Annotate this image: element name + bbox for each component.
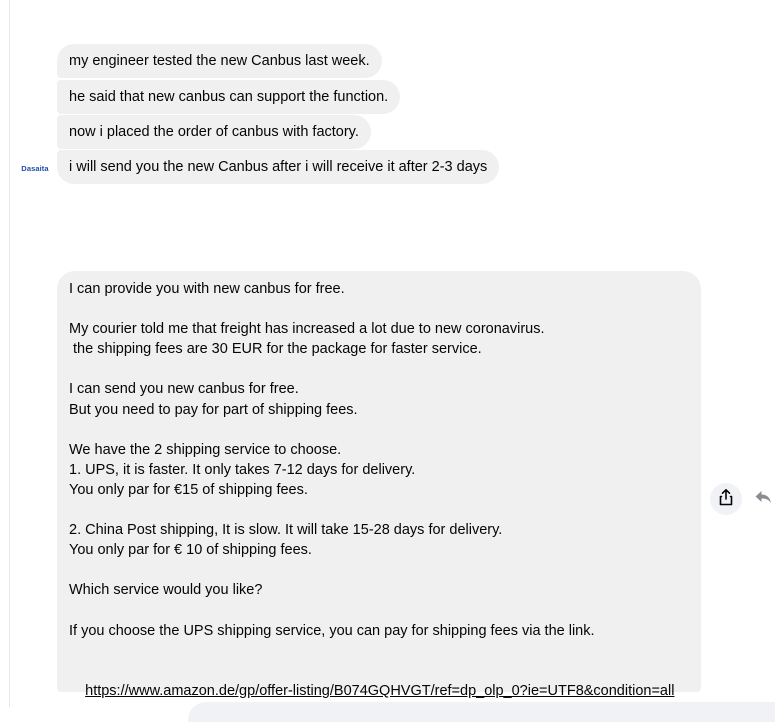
message-bubble[interactable] xyxy=(57,150,499,184)
offer-listing-link[interactable]: https://www.amazon.de/gp/offer-listing/B074GQHVGT/ref=dp_olp_0?ie=UTF8&condition=all xyxy=(85,682,675,699)
message-line xyxy=(69,560,689,580)
message-line xyxy=(69,500,689,520)
message-bubble[interactable] xyxy=(57,80,400,114)
message-bubble[interactable] xyxy=(57,44,382,78)
share-icon xyxy=(718,488,734,511)
share-button[interactable] xyxy=(710,483,742,515)
message-line: We have the 2 shipping service to choose. xyxy=(69,441,342,458)
message-line xyxy=(69,641,689,661)
message-line: You only par for € 10 of shipping fees. xyxy=(69,542,312,559)
message-line: If you choose the UPS shipping service, you can pay for shipping fees via the link. xyxy=(69,622,595,639)
message-line: I can provide you with new canbus for free. xyxy=(69,281,345,297)
long-message-bubble[interactable] xyxy=(57,271,701,699)
message-text: my engineer tested the new Canbus last week. xyxy=(69,53,370,69)
message-line: 1. UPS, it is faster. It only takes 7-12 days for delivery. xyxy=(69,461,416,478)
message-line: My courier told me that freight has increased a lot due to new coronavirus. xyxy=(69,321,545,338)
message-line: 2. China Post shipping, It is slow. It will take 15-28 days for delivery. xyxy=(69,522,503,539)
conversation-border xyxy=(9,0,10,707)
message-bubble[interactable] xyxy=(57,115,371,149)
message-text: now i placed the order of canbus with factory. xyxy=(69,124,359,140)
message-line xyxy=(69,359,689,379)
sender-avatar[interactable] xyxy=(18,160,52,176)
message-line: the shipping fees are 30 EUR for the package for faster service. xyxy=(69,341,482,358)
message-line xyxy=(69,601,689,621)
message-line: Which service would you like? xyxy=(69,582,263,599)
message-line: I can send you new canbus for free. xyxy=(69,381,299,398)
message-line xyxy=(69,299,689,319)
reply-button[interactable] xyxy=(752,488,774,510)
message-line: You only par for €15 of shipping fees. xyxy=(69,481,308,498)
message-line xyxy=(69,420,689,440)
message-line: But you need to pay for part of shipping fees. xyxy=(69,401,358,418)
avatar-logo-text: Dasaita xyxy=(21,163,49,173)
message-composer[interactable] xyxy=(188,702,775,722)
message-text: he said that new canbus can support the function. xyxy=(69,89,389,105)
message-text: i will send you the new Canbus after i will receive it after 2-3 days xyxy=(69,159,488,175)
reply-icon xyxy=(754,489,772,510)
